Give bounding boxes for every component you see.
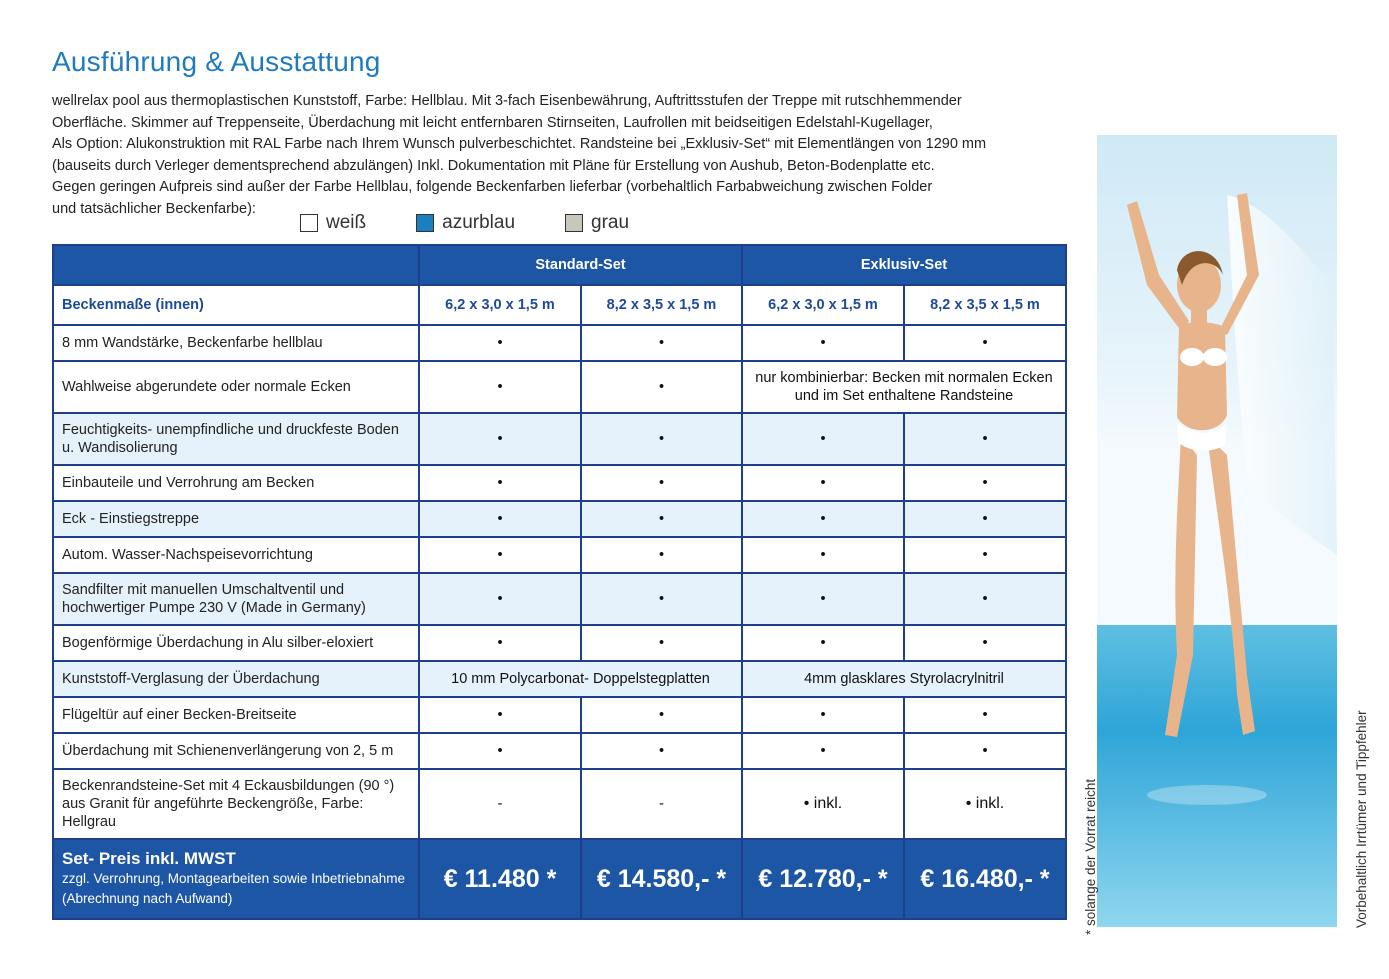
color-label: weiß (326, 212, 367, 233)
feature-dot: • (419, 625, 581, 661)
price-row (53, 839, 1066, 919)
feature-value: - (419, 769, 581, 839)
price-value: € 16.480,- * (904, 839, 1066, 919)
intro-line: wellrelax pool aus thermoplastischen Kunststoff, Farbe: Hellblau. Mit 3-fach Eisenbewährung, Auftrittsstufen der Treppe mit rutschhemmender (52, 93, 962, 109)
footnote: * solange der Vorrat reicht (1083, 778, 1098, 935)
feature-dot: • (904, 733, 1066, 769)
dimension-cell: 6,2 x 3,0 x 1,5 m (419, 285, 581, 325)
intro-line: Oberfläche. Skimmer auf Treppenseite, Überdachung mit leicht entfernbaren Stirnseiten, Laufrollen mit beidseitigen Edelstahl-Kugellager, (52, 114, 933, 131)
exklusiv-note: nur kombinierbar: Becken mit normalen Ecken und im Set enthaltene Randsteine (742, 361, 1066, 413)
photo-illustration (1097, 135, 1337, 927)
intro-line: und tatsächlicher Beckenfarbe): (52, 200, 256, 217)
table-row (53, 625, 1066, 661)
table-row (53, 537, 1066, 573)
feature-dot: • (904, 413, 1066, 465)
feature-dot: • (904, 465, 1066, 501)
feature-dot: • (419, 465, 581, 501)
dimensions-label: Beckenmaße (innen) (53, 285, 419, 325)
price-value: € 12.780,- * (742, 839, 904, 919)
table-row (53, 501, 1066, 537)
feature-dot: • (419, 325, 581, 361)
row-label: Eck - Einstiegstreppe (53, 501, 419, 537)
price-label-cell (53, 839, 419, 919)
feature-dot: • (419, 537, 581, 573)
row-label: Bogenförmige Überdachung in Alu silber-eloxiert (53, 625, 419, 661)
feature-dot: • (581, 537, 742, 573)
dimensions-row (53, 285, 1066, 325)
table-row (53, 573, 1066, 625)
intro-line: Als Option: Alukonstruktion mit RAL Farbe nach Ihrem Wunsch pulverbeschichtet. Randsteine bei „Exklusiv-Set“ mit Elementlängen von 1290 mm (52, 136, 987, 153)
row-label: Sandfilter mit manuellen Umschaltventil und hochwertiger Pumpe 230 V (Made in Germany) (53, 573, 419, 625)
feature-dot: • (581, 625, 742, 661)
color-option-weiss (300, 212, 366, 234)
feature-dot: • (742, 465, 904, 501)
feature-dot: • (742, 625, 904, 661)
table-row (53, 697, 1066, 733)
beach-woman-photo (1097, 135, 1337, 927)
feature-dot: • (581, 465, 742, 501)
color-label: azurblau (442, 212, 516, 233)
feature-dot: • (419, 733, 581, 769)
feature-dot: • (742, 537, 904, 573)
feature-value: • inkl. (742, 769, 904, 839)
intro-line: (bauseits durch Verleger dementsprechend abzulängen) Inkl. Dokumentation mit Pläne für Erstellung von Aushub, Beton-Bodenplatte etc. (52, 157, 935, 174)
feature-dot: • (904, 325, 1066, 361)
feature-dot: • (904, 625, 1066, 661)
header-exklusiv-set: Exklusiv-Set (742, 245, 1066, 285)
feature-dot: • (904, 573, 1066, 625)
feature-dot: • (581, 361, 742, 413)
table-row (53, 361, 1066, 413)
row-label: Autom. Wasser-Nachspeisevorrichtung (53, 537, 419, 573)
standard-glazing: 10 mm Polycarbonat- Doppelstegplatten (419, 661, 742, 697)
feature-dot: • (742, 325, 904, 361)
row-label: Beckenrandsteine-Set mit 4 Eckausbildungen (90 °) aus Granit für angeführte Beckengröße, Farbe: Hellgrau (53, 769, 419, 839)
header-standard-set: Standard-Set (419, 245, 742, 285)
feature-dot: • (904, 501, 1066, 537)
feature-value: • inkl. (904, 769, 1066, 839)
row-label: Flügeltür auf einer Becken-Breitseite (53, 697, 419, 733)
page-title: Ausführung & Ausstattung (52, 46, 381, 77)
feature-dot: • (419, 501, 581, 537)
table-row (53, 465, 1066, 501)
feature-dot: • (904, 537, 1066, 573)
color-swatch (416, 214, 434, 232)
feature-dot: • (419, 361, 581, 413)
color-option-azurblau (416, 212, 515, 234)
dimension-cell: 8,2 x 3,5 x 1,5 m (904, 285, 1066, 325)
feature-dot: • (742, 501, 904, 537)
price-label: Set- Preis inkl. MWST (62, 849, 236, 868)
feature-dot: • (419, 573, 581, 625)
table-row (53, 733, 1066, 769)
color-options (300, 212, 679, 234)
feature-dot: • (581, 697, 742, 733)
feature-dot: • (742, 733, 904, 769)
table-row (53, 661, 1066, 697)
row-label: Überdachung mit Schienenverlängerung von 2, 5 m (53, 733, 419, 769)
row-label: Kunststoff-Verglasung der Überdachung (53, 661, 419, 697)
price-note: zzgl. Verrohrung, Montagearbeiten sowie Inbetriebnahme (Abrechnung nach Aufwand) (62, 871, 405, 906)
feature-dot: • (581, 573, 742, 625)
color-swatch (300, 214, 318, 232)
price-value: € 14.580,- * (581, 839, 742, 919)
intro-line: Gegen geringen Aufpreis sind außer der Farbe Hellblau, folgende Beckenfarben lieferbar (vorbehaltlich Farbabweichung zwischen Folder (52, 179, 933, 196)
feature-dot: • (419, 413, 581, 465)
row-label: Einbauteile und Verrohrung am Becken (53, 465, 419, 501)
row-label: Feuchtigkeits- unempfindliche und druckfeste Boden u. Wandisolierung (53, 413, 419, 465)
table-row (53, 413, 1066, 465)
color-option-grau (565, 212, 629, 234)
price-value: € 11.480 * (419, 839, 581, 919)
feature-dot: • (581, 501, 742, 537)
table-row (53, 769, 1066, 839)
row-label: 8 mm Wandstärke, Beckenfarbe hellblau (53, 325, 419, 361)
dimension-cell: 6,2 x 3,0 x 1,5 m (742, 285, 904, 325)
feature-dot: • (419, 697, 581, 733)
feature-dot: • (904, 697, 1066, 733)
feature-dot: • (581, 413, 742, 465)
feature-value: - (581, 769, 742, 839)
table-row (53, 325, 1066, 361)
feature-dot: • (581, 733, 742, 769)
equipment-table (52, 244, 1067, 920)
feature-dot: • (742, 573, 904, 625)
color-label: grau (591, 212, 630, 233)
color-swatch (565, 214, 583, 232)
exklusiv-glazing: 4mm glasklares Styrolacrylnitril (742, 661, 1066, 697)
intro-text (52, 91, 1012, 221)
dimension-cell: 8,2 x 3,5 x 1,5 m (581, 285, 742, 325)
feature-dot: • (581, 325, 742, 361)
table-header-row (53, 245, 1066, 285)
row-label: Wahlweise abgerundete oder normale Ecken (53, 361, 419, 413)
disclaimer: Vorbehaltlich Irrtümer und Tippfehler (1354, 710, 1369, 928)
header-blank-cell (53, 245, 419, 285)
feature-dot: • (742, 697, 904, 733)
feature-dot: • (742, 413, 904, 465)
